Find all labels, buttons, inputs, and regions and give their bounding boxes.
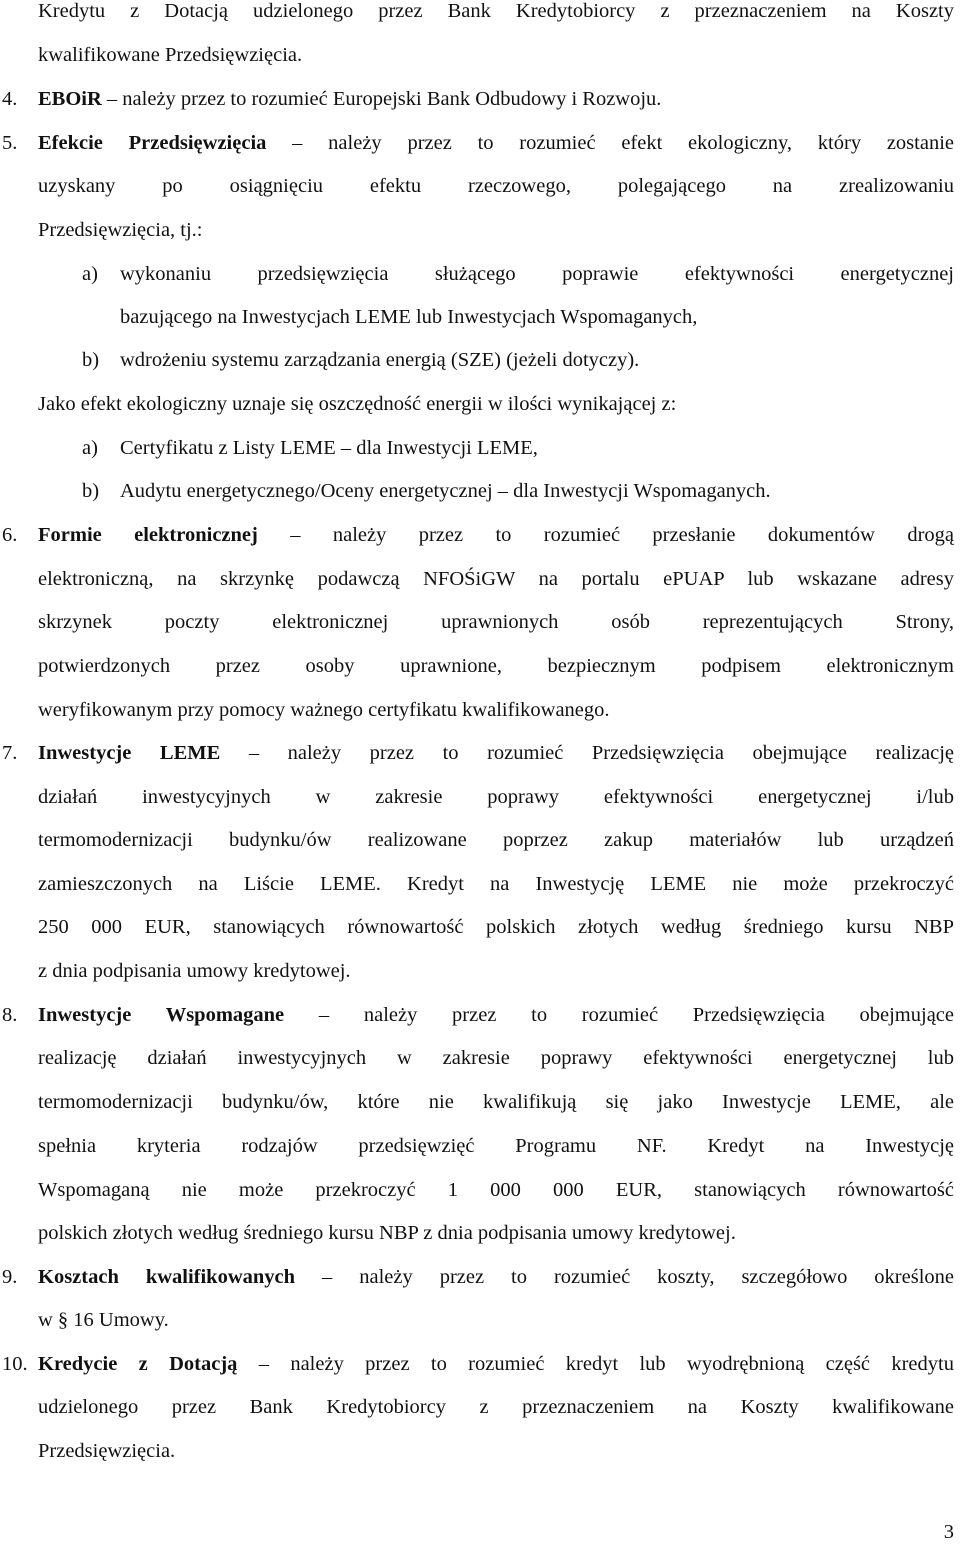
definition-kredyt-line-2: udzielonego przez Bank Kredytobiorcy z przeznaczeniem na Koszty kwalifikowane [38,1396,954,1418]
sub-label: b) [82,349,100,371]
sub-item-a-line-2: bazującego na Inwestycjach LEME lub Inwestycjach Wspomaganych, [120,306,698,328]
item-number-4: 4. [2,88,18,110]
sub-item-b [82,347,954,373]
item-number-10: 10. [2,1353,28,1375]
item-number-8: 8. [2,1004,18,1026]
definition-kredyt-line-3: Przedsięwzięcia. [38,1440,176,1462]
definition-wspomagane-line-2: realizację działań inwestycyjnych w zakresie poprawy efektywności energetycznej lub [38,1047,954,1069]
sub-item-a [82,261,954,287]
definition-leme-line-1 [38,740,954,766]
item-number-9: 9. [2,1266,18,1288]
sub-text: wdrożeniu systemu zarządzania energią (SZE) (jeżeli dotyczy). [120,349,640,371]
item-number-7: 7. [2,742,18,764]
definition-leme-line-5: 250 000 EUR, stanowiących równowartość polskich złotych według średniego kursu NBP [38,916,954,938]
sub-label: b) [82,480,100,502]
definition-ebo-ir [38,86,954,112]
definition-text: – należy przez to rozumieć Przedsięwzięcia obejmujące [284,1004,954,1026]
sub-label: a) [82,437,98,459]
definition-wspomagane-line-1 [38,1002,954,1028]
definition-forma-line-1 [38,522,954,548]
term-forma: Formie elektronicznej [38,524,258,546]
term-efekt: Efekcie Przedsięwzięcia [38,132,267,154]
effect-sub-item-a [82,435,954,461]
definition-text: – należy przez to rozumieć Przedsięwzięcia obejmujące realizację [220,742,954,764]
item-number-5: 5. [2,132,18,154]
term-leme: Inwestycje LEME [38,742,221,764]
definition-efekt-line-1 [38,130,954,156]
definition-forma-line-4: potwierdzonych przez osoby uprawnione, bezpiecznym podpisem elektronicznym [38,655,954,677]
definition-leme-line-6: z dnia podpisania umowy kredytowej. [38,960,351,982]
definition-wspomagane-line-4: spełnia kryteria rodzajów przedsięwzięć Programu NF. Kredyt na Inwestycję [38,1135,954,1157]
intro-line-2: kwalifikowane Przedsięwzięcia. [38,44,303,66]
definition-koszty-line-2: w § 16 Umowy. [38,1309,169,1331]
definition-leme-line-3: termomodernizacji budynku/ów realizowane poprzez zakup materiałów lub urządzeń [38,829,954,851]
definition-leme-line-2: działań inwestycyjnych w zakresie poprawy efektywności energetycznej i/lub [38,786,954,808]
page-number: 3 [943,1521,954,1543]
definition-forma-line-5: weryfikowanym przy pomocy ważnego certyfikatu kwalifikowanego. [38,699,610,721]
definition-forma-line-3: skrzynek poczty elektronicznej uprawnionych osób reprezentujących Strony, [38,611,954,633]
sub-label: a) [82,263,98,285]
term-kredyt: Kredycie z Dotacją [38,1353,238,1375]
term-eboir: EBOiR [38,88,102,110]
sub-text: wykonaniu przedsięwzięcia służącego poprawie efektywności energetycznej [120,263,954,285]
definition-efekt-line-3: Przedsięwzięcia, tj.: [38,219,203,241]
definition-efekt-line-2: uzyskany po osiągnięciu efektu rzeczowego, polegającego na zrealizowaniu [38,175,954,197]
definition-kredyt-line-1 [38,1351,954,1377]
item-number-6: 6. [2,524,18,546]
definition-leme-line-4: zamieszczonych na Liście LEME. Kredyt na Inwestycję LEME nie może przekroczyć [38,873,954,895]
definition-wspomagane-line-6: polskich złotych według średniego kursu NBP z dnia podpisania umowy kredytowej. [38,1222,736,1244]
definition-text: – należy przez to rozumieć Europejski Bank Odbudowy i Rozwoju. [101,88,662,110]
intro-line-1: Kredytu z Dotacją udzielonego przez Bank Kredytobiorcy z przeznaczeniem na Koszty [38,0,954,22]
term-koszty: Kosztach kwalifikowanych [38,1266,296,1288]
term-wspomagane: Inwestycje Wspomagane [38,1004,285,1026]
definition-text: – należy przez to rozumieć kredyt lub wyodrębnioną część kredytu [237,1353,954,1375]
effect-intro-line: Jako efekt ekologiczny uznaje się oszczędność energii w ilości wynikającej z: [38,393,677,415]
definition-forma-line-2: elektroniczną, na skrzynkę podawczą NFOŚiGW na portalu ePUAP lub wskazane adresy [38,568,954,590]
definition-wspomagane-line-3: termomodernizacji budynku/ów, które nie kwalifikują się jako Inwestycje LEME, ale [38,1091,954,1113]
effect-sub-item-b [82,478,954,504]
definition-text: – należy przez to rozumieć koszty, szczegółowo określone [295,1266,954,1288]
sub-text: Certyfikatu z Listy LEME – dla Inwestycji LEME, [120,437,538,459]
definition-koszty-line-1 [38,1264,954,1290]
definition-text: – należy przez to rozumieć przesłanie dokumentów drogą [257,524,954,546]
definition-wspomagane-line-5: Wspomaganą nie może przekroczyć 1 000 000 EUR, stanowiących równowartość [38,1179,954,1201]
definition-text: – należy przez to rozumieć efekt ekologiczny, który zostanie [266,132,954,154]
sub-text: Audytu energetycznego/Oceny energetycznej – dla Inwestycji Wspomaganych. [120,480,771,502]
